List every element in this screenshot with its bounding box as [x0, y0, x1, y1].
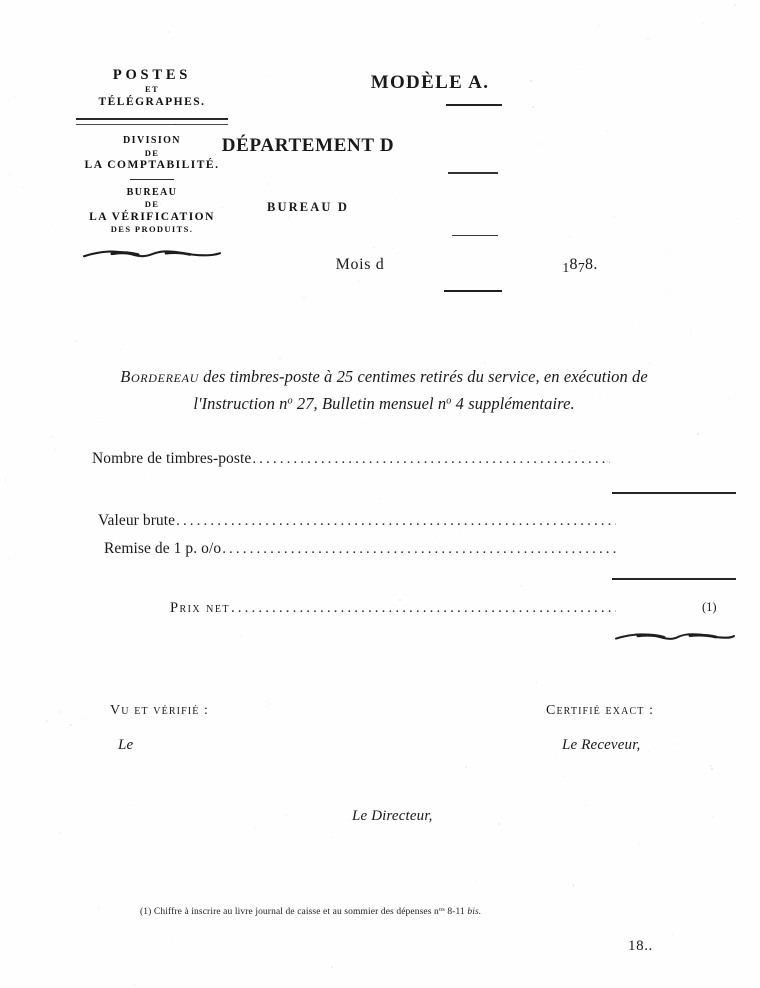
- letterhead-verification: LA VÉRIFICATION: [89, 210, 215, 223]
- label-nombre-timbres: Nombre de timbres-poste: [92, 450, 252, 467]
- header-rule-3: [452, 235, 498, 236]
- title-line1-rest: des timbres-poste à 25 centimes retirés du service, en exécution de: [198, 367, 648, 386]
- model-label: MODÈLE A.: [370, 72, 490, 93]
- letterhead-short-rule-1: [130, 179, 174, 180]
- footnote-text: [140, 906, 660, 917]
- annee-digit-1: 1: [562, 260, 570, 276]
- title-line2-c: 4 supplémentaire.: [451, 393, 575, 413]
- letterhead-de-1: DE: [144, 147, 160, 158]
- letterhead-block: [64, 66, 240, 261]
- title-lead-word: Bordereau: [120, 367, 199, 386]
- dot-leader: [176, 514, 616, 529]
- form-row-valeur-brute[interactable]: [98, 512, 618, 530]
- letterhead-telegraphes: TÉLÉGRAPHES.: [98, 95, 206, 108]
- document-title: [60, 364, 708, 417]
- letterhead-double-rule: [76, 118, 228, 125]
- letterhead-bureau: BUREAU: [126, 186, 178, 198]
- label-prix-net: Prix net: [170, 600, 230, 616]
- title-line2-a: l'Instruction n: [193, 393, 288, 413]
- form-row-prix-net[interactable]: [170, 600, 618, 617]
- footnote-body-b: 8-11: [444, 907, 468, 918]
- letterhead-comptabilite: LA COMPTABILITÉ.: [84, 159, 220, 172]
- header-rule-4: [444, 290, 502, 292]
- title-ordinal-1: o: [287, 395, 293, 407]
- form-row-remise[interactable]: [104, 540, 618, 558]
- dot-leader: [231, 601, 616, 616]
- letterhead-division: DIVISION: [123, 135, 181, 147]
- swash-ornament-total: [614, 630, 736, 644]
- dot-leader: [252, 452, 610, 467]
- footnote-ordinal: os: [438, 906, 445, 913]
- bureau-field-label: BUREAU D: [267, 200, 349, 214]
- letterhead-postes: POSTES: [112, 67, 192, 83]
- label-remise: Remise de 1 p. o/o: [104, 540, 222, 557]
- label-valeur-brute: Valeur brute: [98, 512, 176, 529]
- title-line2-b: 27, Bulletin mensuel n: [292, 393, 447, 413]
- signature-heading-vu-verifie: Vu et vérifié :: [110, 703, 210, 718]
- annee-digit-last: 8.: [585, 256, 598, 273]
- letterhead-des-produits: DES PRODUITS.: [110, 224, 194, 235]
- value-rule-prix-net: [612, 578, 736, 580]
- annee-digit-7: 7: [577, 260, 586, 276]
- signature-line-le[interactable]: Le: [118, 737, 134, 753]
- signature-heading-certifie: Certifié exact :: [546, 703, 655, 718]
- dot-leader: [222, 542, 616, 557]
- title-ordinal-2: o: [446, 395, 452, 407]
- header-rule-1: [446, 104, 502, 106]
- header-rule-2: [448, 172, 498, 174]
- mois-field-label: Mois d: [335, 256, 385, 273]
- signature-line-receveur[interactable]: Le Receveur,: [562, 737, 641, 753]
- annee-value: [520, 256, 640, 276]
- footnote-bis: bis.: [467, 907, 482, 918]
- form-row-nombre-timbres[interactable]: [92, 450, 612, 468]
- swash-ornament-letterhead: [82, 247, 222, 261]
- footnote-marker: (1): [140, 907, 152, 918]
- signature-line-directeur[interactable]: Le Directeur,: [352, 808, 433, 824]
- footnote-reference-marker: (1): [702, 600, 717, 614]
- departement-field-label: DÉPARTEMENT D: [221, 135, 395, 156]
- annee-digit-8: 8: [569, 256, 578, 273]
- page-year-blank: 18..: [628, 938, 653, 954]
- letterhead-et: ET: [144, 84, 160, 95]
- letterhead-de-2: DE: [144, 199, 160, 210]
- footnote-body-a: Chiffre à inscrire au livre journal de caisse et au sommier des dépenses n: [151, 907, 439, 918]
- value-rule-nombre: [612, 492, 736, 494]
